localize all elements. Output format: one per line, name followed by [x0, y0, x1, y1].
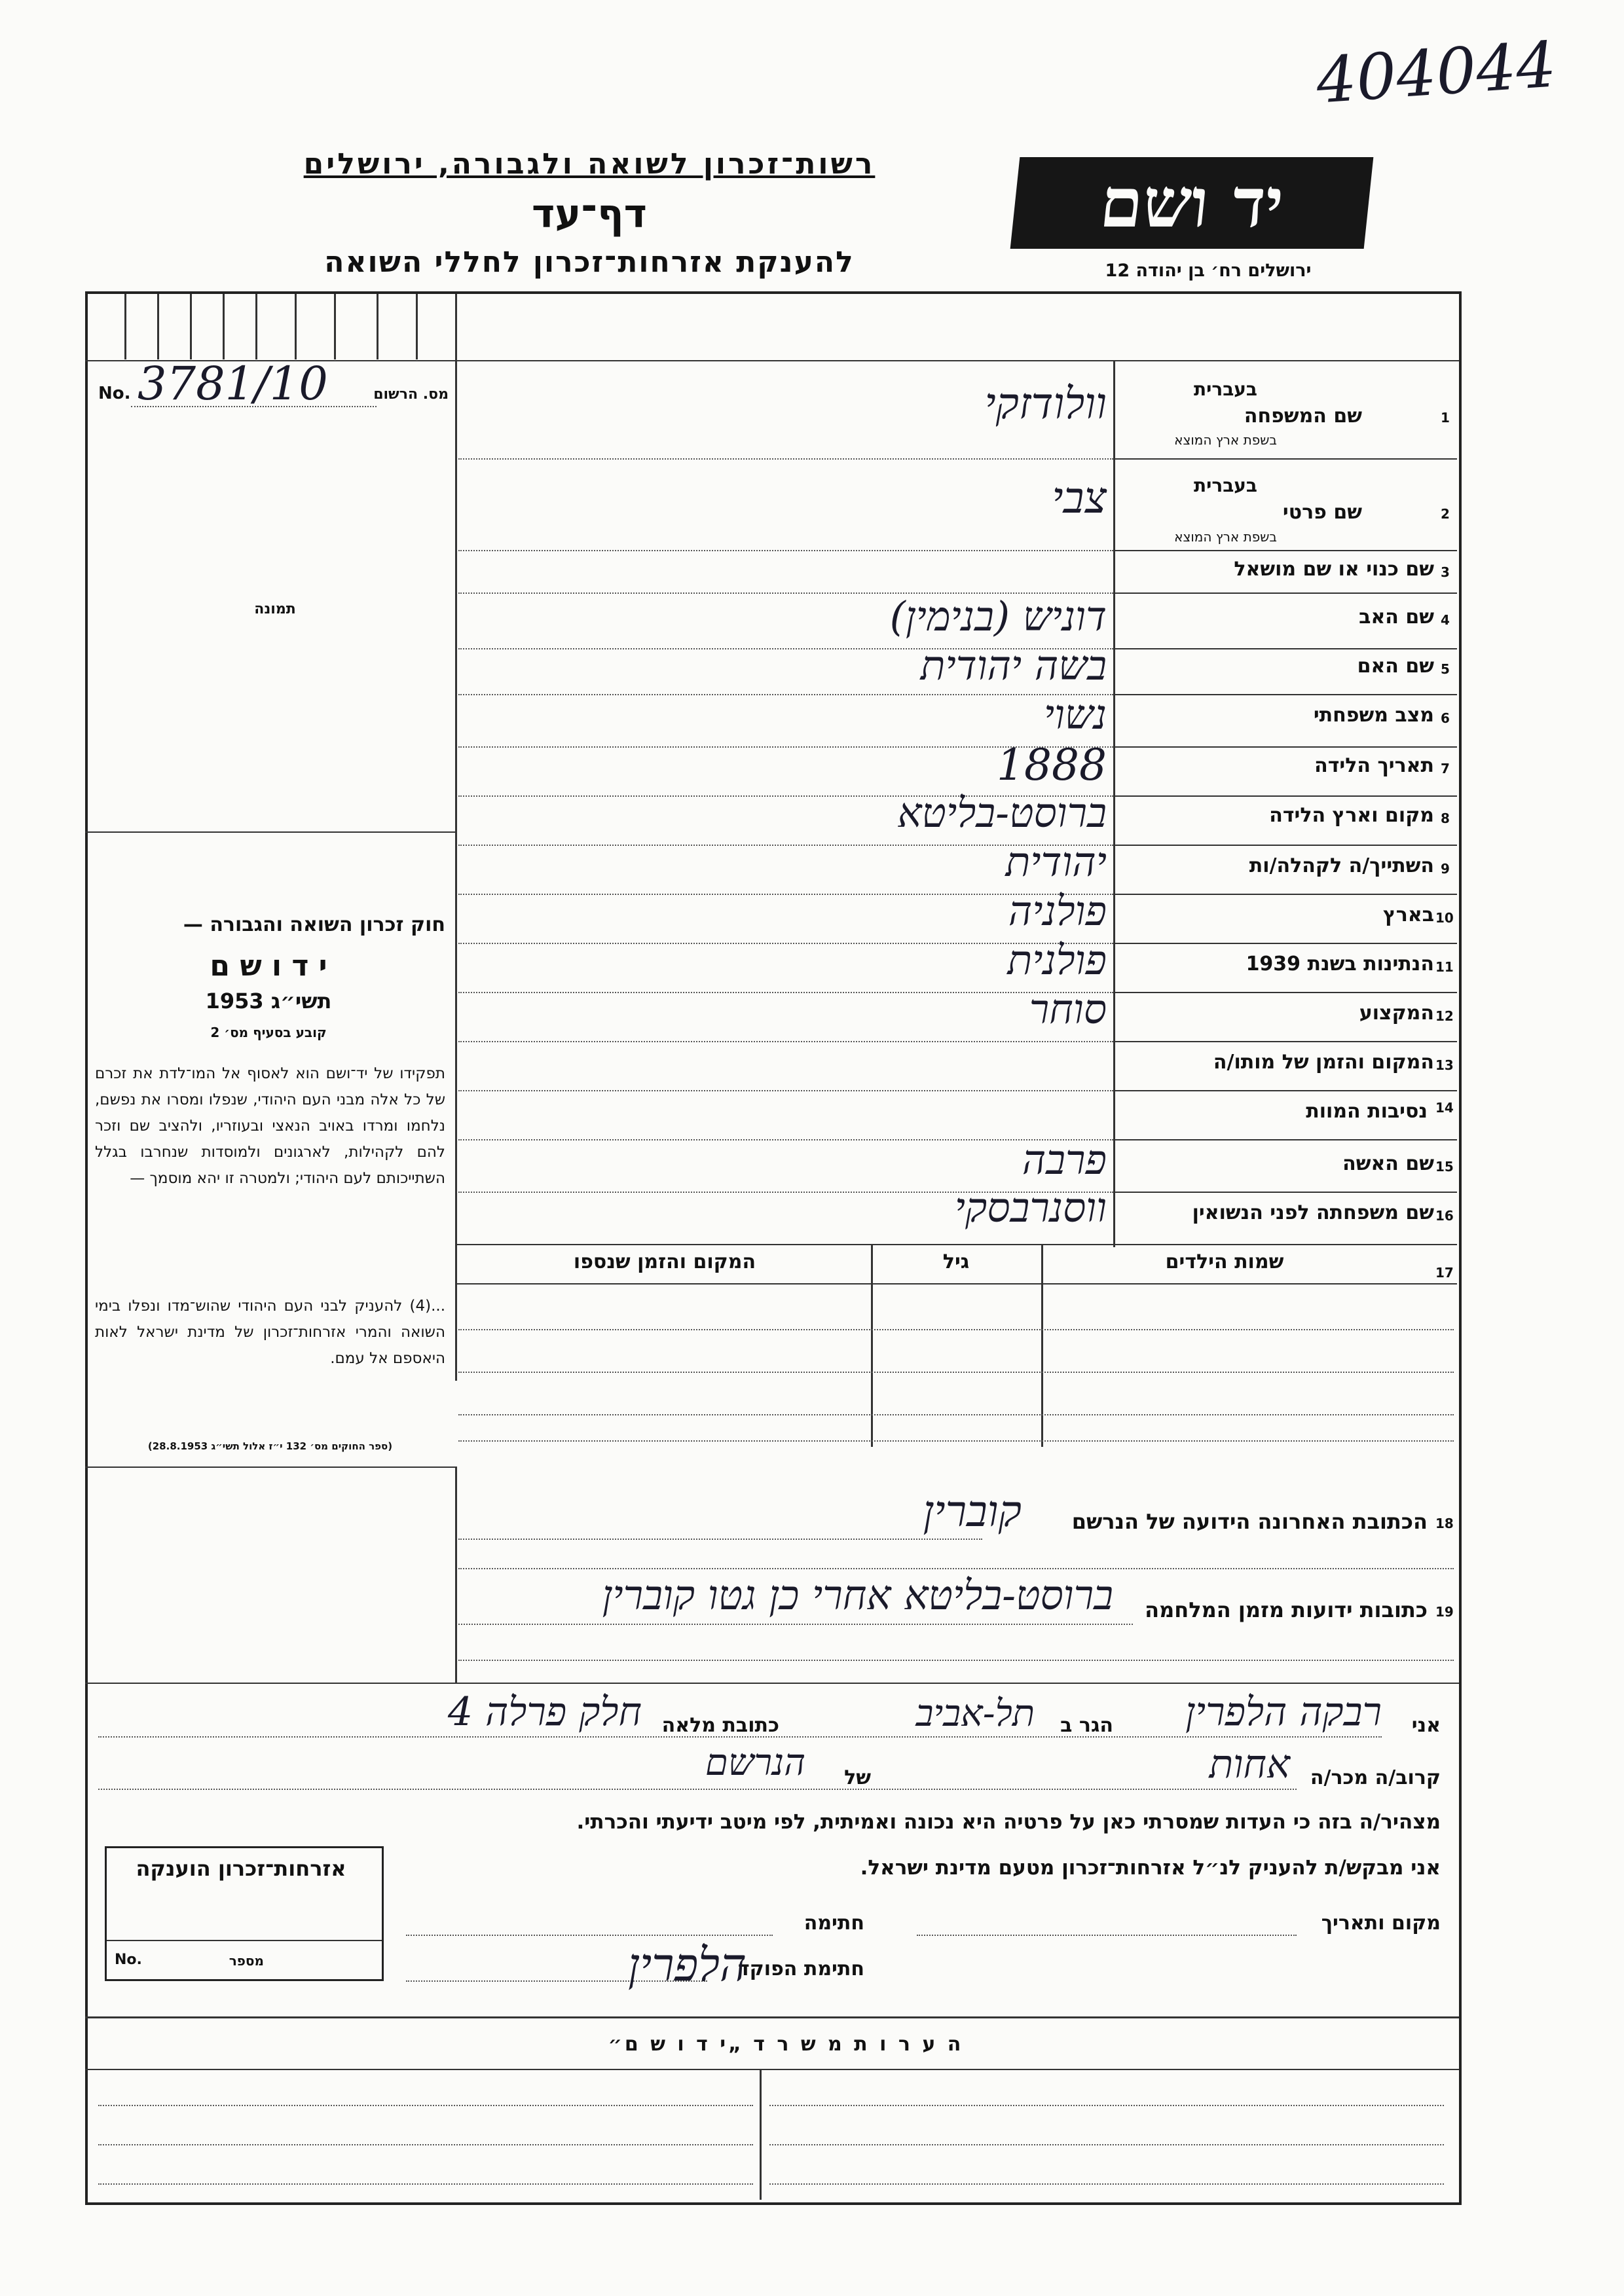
field-12-value[interactable]: סוחר: [1029, 985, 1107, 1033]
notes-line[interactable]: [769, 2105, 1444, 2106]
field-1-sub-top: בעברית: [1193, 378, 1257, 400]
notes-line[interactable]: [769, 2144, 1444, 2145]
field-2-num: 2: [1441, 506, 1450, 522]
field-9-label: השתייך/ה לקהלה/ות: [1249, 854, 1434, 877]
decl-relative: קרוב/ה מכר/ה: [1310, 1766, 1441, 1789]
field-4-value[interactable]: דוניש (בנימין): [889, 592, 1107, 640]
decl-of: של: [844, 1766, 871, 1789]
field-7-label: תאריך הלידה: [1314, 754, 1434, 777]
field-8-num: 8: [1441, 811, 1450, 826]
field-13-label: המקום והזמן של מותו/ה: [1213, 1051, 1434, 1074]
field-1-value[interactable]: וולודזקי: [984, 378, 1107, 429]
field-10-value[interactable]: פולניה: [1008, 887, 1107, 935]
yad-vashem-logo: [1010, 157, 1374, 249]
field-3-label: שם כנוי או שם מושאל: [1234, 558, 1434, 581]
registration-number: 3781/10: [138, 357, 328, 410]
photo-label: תמונה: [254, 601, 296, 617]
decl-relative-value[interactable]: אחות: [1209, 1741, 1290, 1787]
field-11-num: 11: [1435, 959, 1454, 975]
award-title: אזרחות־זכרון הוענקה: [136, 1856, 346, 1881]
field-5-num: 5: [1441, 661, 1450, 677]
field-15-value[interactable]: פרבה: [1022, 1136, 1107, 1184]
field-9-num: 9: [1441, 861, 1450, 877]
field-17-num: 17: [1435, 1265, 1454, 1281]
award-no-label: No.: [115, 1952, 142, 1968]
field-9-value[interactable]: יהודית: [1005, 838, 1107, 886]
notes-line[interactable]: [769, 2183, 1444, 2185]
field-12-label: המקצוע: [1359, 1002, 1434, 1025]
field-1-num: 1: [1441, 410, 1450, 426]
decl-lives-in: הגר ב: [1060, 1714, 1113, 1737]
decl-signature-value[interactable]: הלפרין: [627, 1938, 747, 1992]
law-text-2: ...(4) להעניק לבני העם היהודי שהוש־מדו ונפלו בימי השואה והמרי אזרחות־זכרון של מדינת ישראל לאות היאספם אל עמם.: [95, 1298, 445, 1367]
field-5-label: שם האם: [1357, 655, 1434, 678]
form-subtitle: להענקת אזרחות־זכרון לחללי השואה: [324, 246, 855, 279]
law-name: י ד ו ש ם: [210, 949, 327, 983]
field-18-value[interactable]: קוברין: [923, 1486, 1022, 1537]
notes-line[interactable]: [98, 2144, 753, 2145]
decl-lives-value[interactable]: תל-אביב: [915, 1692, 1035, 1735]
field-5-value[interactable]: בשה יהודית: [920, 642, 1107, 689]
field-12-num: 12: [1435, 1008, 1454, 1024]
law-heading: חוק זכרון השואה והגבורה —: [183, 913, 445, 936]
form-title: דף־עד: [532, 191, 647, 237]
decl-statement-1: מצהיר/ה בזה כי העדות שמסרתי כאן על פרטיה היא נכונה ואמיתית, לפי מיטב ידיעתי והכרתי.: [576, 1810, 1441, 1834]
award-number-label: מספר: [229, 1953, 264, 1969]
field-3-num: 3: [1441, 564, 1450, 580]
field-2-value[interactable]: צבי: [1052, 473, 1107, 523]
field-11-value[interactable]: פולנית: [1007, 936, 1107, 984]
field-16-label: שם משפחתה לפני הנשואין: [1192, 1201, 1434, 1224]
field-2-label: שם פרטי: [1282, 501, 1362, 524]
law-clause: קובע בסעיף מס׳ 2: [210, 1025, 327, 1040]
field-19-label: כתובות ידועות מזמן המלחמה: [1145, 1597, 1428, 1622]
field-19-value[interactable]: ברוסט-בליטא אחרי כן גטו קוברין: [602, 1571, 1113, 1619]
field-11-label: הנתינות בשנת 1939: [1246, 953, 1434, 975]
decl-place-date: מקום ותאריך: [1321, 1912, 1441, 1935]
decl-of-value[interactable]: הנרשם: [705, 1741, 805, 1784]
field-15-num: 15: [1435, 1159, 1454, 1175]
field-8-label: מקום וארץ הלידה: [1269, 804, 1434, 827]
field-2-sub-top: בעברית: [1193, 475, 1257, 496]
decl-address-value[interactable]: חלק פרלה 4: [447, 1689, 642, 1735]
field-15-label: שם האשה: [1342, 1152, 1434, 1175]
field-19-num: 19: [1435, 1604, 1454, 1620]
children-col-names: שמות הילדים: [1165, 1250, 1284, 1273]
decl-ani-value[interactable]: רבקה הלפרין: [1185, 1689, 1382, 1735]
children-col-age: גיל: [942, 1250, 970, 1273]
field-10-label: בארץ: [1382, 903, 1434, 926]
decl-signature: חתימה: [803, 1912, 864, 1935]
law-year: תשי״ג 1953: [205, 989, 332, 1013]
decl-ani: אני: [1411, 1714, 1441, 1737]
field-1-label: שם המשפחה: [1244, 405, 1362, 428]
field-18-num: 18: [1435, 1516, 1454, 1531]
notes-line[interactable]: [98, 2183, 753, 2185]
field-13-num: 13: [1435, 1057, 1454, 1073]
field-8-value[interactable]: ברוסט-בליטא: [897, 789, 1107, 837]
notes-title: ה ע ר ו ת מ ש ר ד „י ד ו ש ם״: [608, 2033, 964, 2056]
archive-number: 404044: [1314, 27, 1559, 118]
law-footnote: (ספר החוקים מס׳ 132 י״ז אלול תשי״ג 28.8.1953): [147, 1440, 393, 1452]
field-1-sub: בשפת ארץ המוצא: [1174, 432, 1277, 448]
field-6-label: מצב משפחתי: [1313, 704, 1434, 727]
field-16-value[interactable]: ווסנרבסקי: [954, 1184, 1107, 1231]
field-14-num: 14: [1435, 1100, 1454, 1116]
field-6-value[interactable]: נשוי: [1043, 691, 1107, 738]
field-2-sub: בשפת ארץ המוצא: [1174, 529, 1277, 545]
field-16-num: 16: [1435, 1208, 1454, 1224]
field-14-label: נסיבות המוות: [1306, 1100, 1428, 1123]
field-6-num: 6: [1441, 710, 1450, 726]
field-7-num: 7: [1441, 761, 1450, 776]
registration-no-label: No.: [98, 384, 131, 403]
notes-line[interactable]: [98, 2105, 753, 2106]
field-4-label: שם האב: [1359, 606, 1434, 629]
field-7-value[interactable]: 1888: [997, 740, 1107, 790]
law-text: תפקידו של יד־ושם הוא לאסוף אל המו־לדת את זכרם של כל אלה מבני העם היהודי, שנפלו ומסרו את נפשם, נלחמו ומרדו באויב הנאצי ובעוזריו, ולהציב שם וזכר להם לקהילות, לארגונים ולמוסדות שנחרבו בגלל השתייכותם לעם היהודי; ולמטרה זו יהא מוסמך —: [95, 1065, 445, 1187]
logo-text: יד ושם: [1096, 162, 1287, 243]
decl-statement-2: אני מבקש/ת להעניק לנ״ל אזרחות־זכרון מטעם מדינת ישראל.: [860, 1856, 1441, 1880]
registration-label: מס. הרשום: [373, 386, 449, 403]
logo-address: ירושלים רח׳ בן יהודה 12: [1105, 261, 1312, 281]
field-10-num: 10: [1435, 910, 1454, 926]
field-18-label: הכתובת האחרונה הידועה של הנרשם: [1071, 1509, 1428, 1534]
decl-full-address: כתובת מלאה: [661, 1714, 779, 1737]
authority-title: רשות־זכרון לשואה ולגבורה, ירושלים: [303, 147, 876, 181]
award-box: [105, 1846, 384, 1981]
field-4-num: 4: [1441, 612, 1450, 628]
decl-officer-signature: חתימת הפוקד: [738, 1958, 864, 1980]
children-col-place: המקום והזמן שנספו: [573, 1250, 756, 1273]
